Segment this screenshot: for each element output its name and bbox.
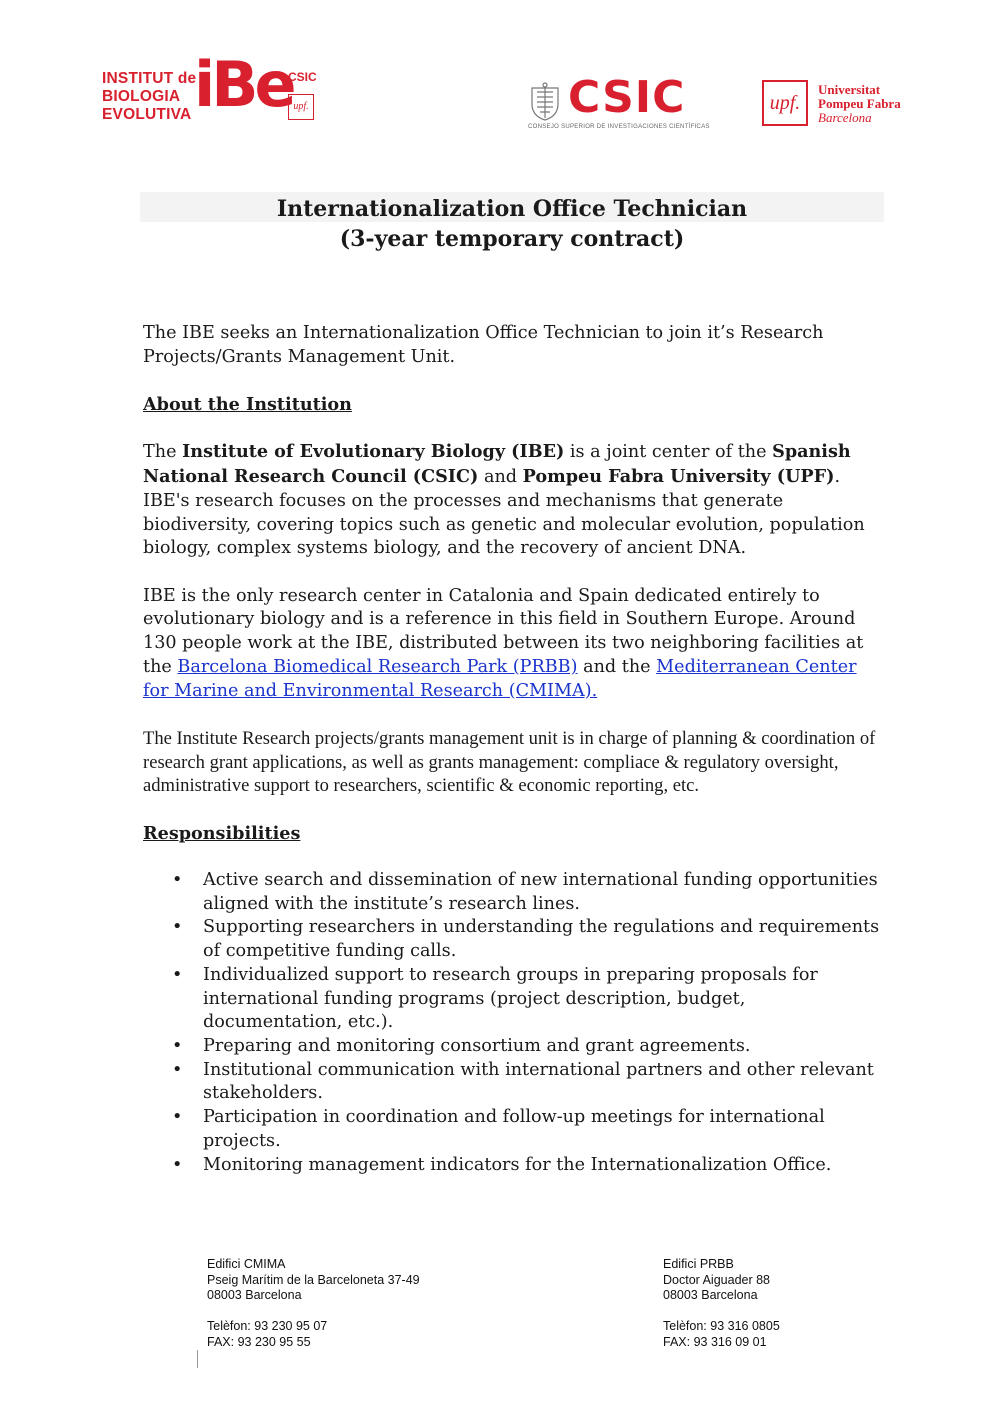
list-item (172, 1059, 883, 1106)
text-run: IBE's research focuses on the processes and mechanisms that generate biodiversity, covering topics such as genetic and molecular evolution, population biology, complex systems biology, and the recovery of ancient DNA. (143, 490, 865, 559)
text-run: and the (577, 656, 657, 677)
list-item-text: Monitoring management indicators for the Internationalization Office. (203, 1154, 832, 1175)
footer-building: Edifici PRBB (663, 1257, 734, 1271)
intro-paragraph: The IBE seeks an Internationalization Office Technician to join it’s Research Projects/Grants Management Unit. (143, 323, 824, 367)
footer-address-prbb (663, 1257, 780, 1350)
footer-fax: FAX: 93 230 95 55 (207, 1334, 311, 1349)
footer-city: 08003 Barcelona (207, 1288, 302, 1302)
ibe-logo-upf: upf. (288, 94, 314, 120)
footer-street: Pseig Marítim de la Barceloneta 37-49 (207, 1272, 420, 1287)
list-item (172, 916, 883, 963)
bullet-icon: • (172, 870, 183, 891)
footer-building: Edifici CMIMA (207, 1257, 286, 1271)
text-run: . (834, 467, 841, 488)
list-item (172, 1154, 883, 1178)
bold-ibe: Institute of Evolutionary Biology (IBE) (182, 441, 565, 463)
footer-address-cmima (207, 1257, 420, 1350)
about-paragraph-2 (143, 585, 883, 704)
cmima-link[interactable]: Mediterranean Center for Marine and Environmental Research (CMIMA). (143, 656, 857, 701)
upf-logo (762, 80, 922, 130)
list-item-text: Active search and dissemination of new international funding opportunities aligned with the institute’s research lines. (203, 870, 878, 914)
list-item-text: Participation in coordination and follow-up meetings for international projects. (203, 1107, 825, 1151)
text-run: IBE is the only research center in Catalonia and Spain dedicated entirely to evolutionary biology and is a reference in this field in Southern Europe. Around 130 people work at the IBE, distributed between its two neighboring facilities at the (143, 585, 864, 677)
upf-logo-line1: Universitat (818, 82, 881, 97)
bullet-icon: • (172, 964, 183, 985)
text-run: is a joint center of the (564, 442, 773, 463)
csic-subtitle: CONSEJO SUPERIOR DE INVESTIGACIONES CIENTÍFICAS (528, 124, 710, 130)
ibe-logo-text (102, 70, 196, 124)
about-paragraph-1 (143, 440, 883, 561)
bold-upf: Pompeu Fabra University (UPF) (522, 466, 835, 488)
upf-logo-line2: Pompeu Fabra (818, 96, 901, 111)
ibe-logo-csic: CSIC (288, 70, 317, 84)
list-item-text: Preparing and monitoring consortium and grant agreements. (203, 1036, 751, 1056)
csic-emblem-icon (528, 82, 562, 122)
footer-phone: Telèfon: 93 316 0805 (663, 1319, 780, 1333)
bullet-icon: • (172, 1107, 183, 1128)
upf-logo-name (818, 83, 901, 111)
ibe-logo-mark: iBe (194, 48, 293, 121)
about-paragraph-3: The Institute Research projects/grants management unit is in charge of planning & coordination of research grant applications, as well as grants management: compliace & regulatory oversight, administrative support to researchers, scientific & economic reporting, etc. (143, 727, 876, 797)
bullet-icon: • (172, 917, 183, 938)
page-title-line1: Internationalization Office Technician (276, 196, 748, 222)
ibe-logo-line1: INSTITUT de (102, 70, 197, 87)
footer-fax: FAX: 93 316 09 01 (663, 1334, 767, 1349)
bullet-icon: • (172, 1154, 183, 1175)
prbb-link[interactable]: Barcelona Biomedical Research Park (PRBB) (177, 656, 578, 677)
responsibilities-heading: Responsibilities (143, 822, 301, 844)
footer-city: 08003 Barcelona (663, 1288, 758, 1302)
upf-logo-box: upf. (762, 80, 808, 126)
list-item (172, 964, 883, 1035)
ibe-logo-line3: EVOLUTIVA (102, 106, 192, 123)
bullet-icon: • (172, 1059, 183, 1080)
list-item-text: Individualized support to research groups in preparing proposals for international funding programs (project description, budget, documentation, etc.). (203, 964, 818, 1033)
margin-mark (197, 1350, 198, 1368)
footer-phone: Telèfon: 93 230 95 07 (207, 1319, 328, 1333)
page-title-line2: (3-year temporary contract) (339, 226, 685, 252)
csic-logo (528, 72, 728, 132)
bullet-icon: • (172, 1036, 183, 1056)
page-title (140, 194, 884, 254)
list-item (172, 1106, 883, 1153)
bold-csic: Spanish National Research Council (CSIC) (143, 441, 851, 488)
upf-logo-line3: Barcelona (818, 110, 872, 125)
list-item (172, 869, 883, 916)
responsibilities-list (143, 869, 883, 1177)
document-body (143, 322, 883, 1177)
csic-wordmark: CSIC (568, 72, 686, 123)
text-run: and (478, 467, 523, 488)
about-heading: About the Institution (143, 394, 352, 416)
list-item-text: Supporting researchers in understanding the regulations and requirements of competitive funding calls. (203, 917, 880, 962)
ibe-logo-line2: BIOLOGIA (102, 88, 181, 105)
ibe-logo (102, 48, 327, 124)
footer-street: Doctor Aiguader 88 (663, 1272, 771, 1287)
text-run: The (143, 442, 183, 463)
list-item-text: Institutional communication with international partners and other relevant stakeholders. (203, 1059, 874, 1104)
list-item (172, 1035, 883, 1059)
